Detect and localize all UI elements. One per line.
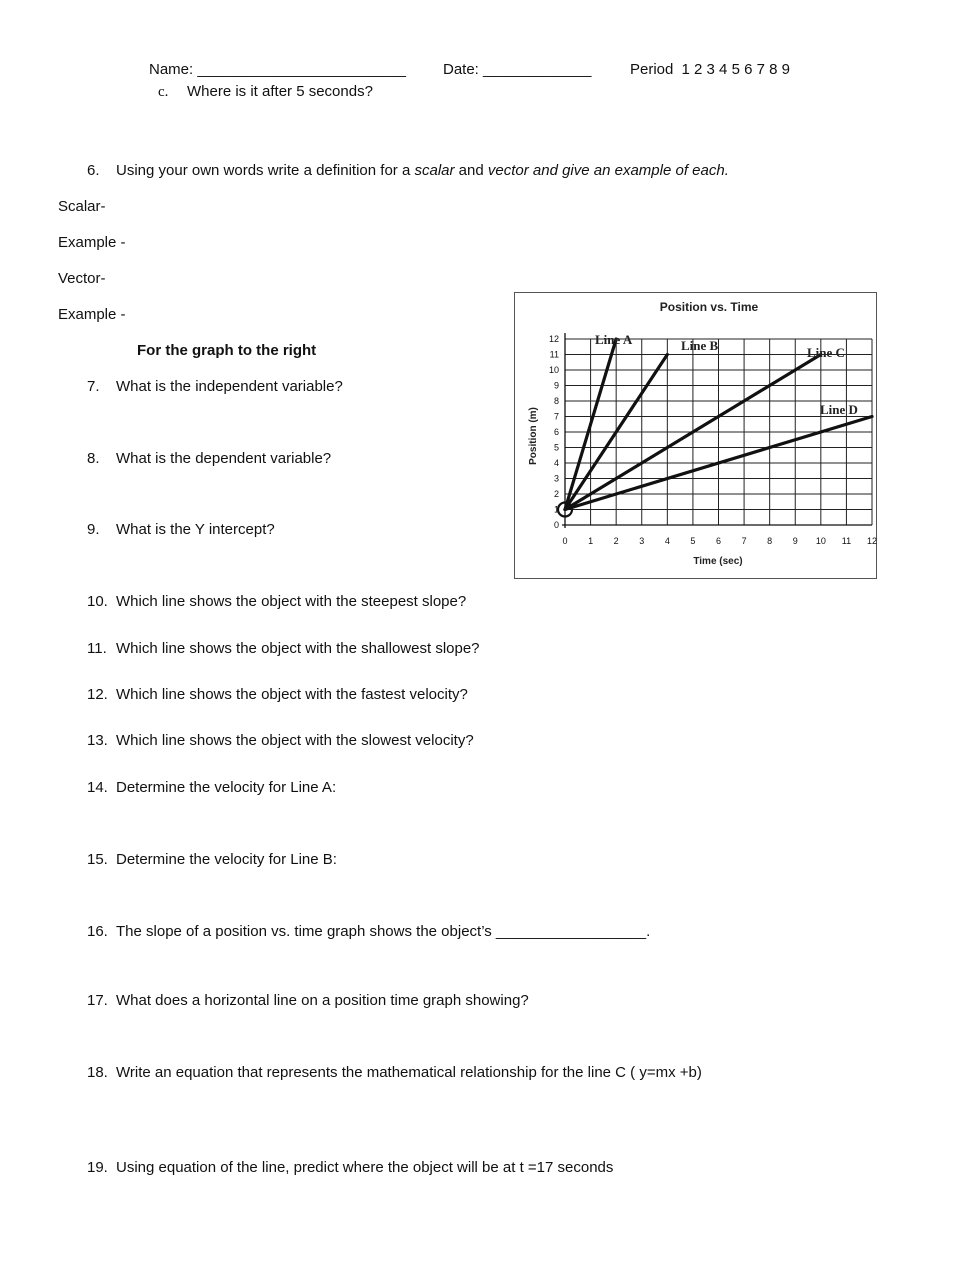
question-6 bbox=[87, 162, 729, 179]
example-prompt-2: Example - bbox=[58, 306, 126, 323]
x-tick-label: 10 bbox=[815, 536, 826, 546]
question-number: 15. bbox=[87, 851, 108, 868]
y-tick-label: 12 bbox=[548, 334, 559, 344]
question-5c bbox=[158, 83, 373, 101]
y-tick-label: 5 bbox=[553, 442, 559, 453]
x-tick-label: 11 bbox=[841, 536, 852, 546]
x-tick-label: 2 bbox=[613, 536, 619, 546]
name-label: Name: bbox=[149, 61, 194, 78]
question-9 bbox=[87, 521, 275, 538]
question-text: Which line shows the object with the fastest velocity? bbox=[116, 686, 468, 703]
question-text: Write an equation that represents the mathematical relationship for the line C ( y=mx +b) bbox=[116, 1064, 702, 1081]
date-label: Date: bbox=[443, 61, 479, 78]
x-tick-label: 3 bbox=[639, 536, 645, 546]
question-text-and: and bbox=[454, 162, 488, 179]
question-text: Which line shows the object with the shallowest slope? bbox=[116, 640, 480, 657]
question-number: 11. bbox=[87, 640, 107, 657]
question-text: Using equation of the line, predict where the object will be at t =17 seconds bbox=[116, 1159, 614, 1176]
x-tick-label: 1 bbox=[588, 536, 594, 546]
question-number: 18. bbox=[87, 1064, 108, 1081]
question-number: 6. bbox=[87, 162, 100, 179]
x-tick-label: 0 bbox=[562, 536, 568, 546]
graph-heading: For the graph to the right bbox=[137, 342, 317, 359]
question-number: 17. bbox=[87, 992, 108, 1009]
question-13 bbox=[87, 732, 474, 749]
question-12 bbox=[87, 686, 468, 703]
x-tick-label: 6 bbox=[715, 536, 722, 546]
question-text: Which line shows the object with the steepest slope? bbox=[116, 593, 467, 610]
question-text: Which line shows the object with the slowest velocity? bbox=[116, 732, 474, 749]
question-18 bbox=[87, 1064, 702, 1081]
name-field[interactable] bbox=[149, 61, 406, 78]
y-tick-label: 10 bbox=[548, 365, 559, 375]
y-tick-label: 9 bbox=[553, 380, 559, 391]
x-tick-label: 4 bbox=[664, 536, 670, 546]
question-text-a: Using your own words write a definition for a bbox=[116, 162, 415, 179]
question-14 bbox=[87, 779, 336, 796]
x-tick-label: 9 bbox=[792, 536, 798, 546]
question-number: 12. bbox=[87, 686, 108, 703]
x-tick-label: 8 bbox=[767, 536, 773, 546]
question-text: Where is it after 5 seconds? bbox=[187, 83, 373, 100]
question-11 bbox=[87, 640, 480, 657]
question-number: 14. bbox=[87, 779, 108, 796]
date-field[interactable] bbox=[443, 61, 591, 78]
y-tick-label: 0 bbox=[553, 520, 559, 530]
period-label: Period bbox=[630, 61, 674, 78]
date-blank[interactable]: _____________ bbox=[483, 61, 592, 78]
y-tick-label: 1 bbox=[553, 504, 559, 515]
question-17 bbox=[87, 992, 529, 1009]
question-number: 8. bbox=[87, 450, 100, 467]
question-19 bbox=[87, 1159, 613, 1176]
question-text: Determine the velocity for Line A: bbox=[116, 779, 337, 796]
y-tick-label: 11 bbox=[549, 349, 559, 360]
question-number: 16. bbox=[87, 923, 108, 940]
question-text-b: vector and give an example of each. bbox=[487, 162, 729, 179]
question-text: Determine the velocity for Line B: bbox=[116, 851, 337, 868]
question-8 bbox=[87, 450, 331, 467]
question-text: The slope of a position vs. time graph shows the object’s __________________. bbox=[116, 923, 651, 940]
chart-svg bbox=[515, 293, 876, 578]
y-tick-label: 7 bbox=[553, 411, 559, 422]
x-tick-label: 7 bbox=[741, 536, 747, 546]
series-label-line-c: Line C bbox=[807, 345, 845, 360]
question-text: What does a horizontal line on a position time graph showing? bbox=[116, 992, 529, 1009]
example-prompt-1: Example - bbox=[58, 234, 126, 251]
vector-prompt: Vector- bbox=[58, 270, 106, 287]
question-text: What is the Y intercept? bbox=[116, 521, 275, 538]
question-7 bbox=[87, 378, 343, 395]
question-text-scalar: scalar bbox=[414, 162, 455, 179]
question-10 bbox=[87, 593, 466, 610]
question-16 bbox=[87, 923, 650, 940]
question-number: 9. bbox=[87, 521, 100, 538]
series-label-line-d: Line D bbox=[820, 402, 858, 417]
question-number: 7. bbox=[87, 378, 100, 395]
period-options: 1 2 3 4 5 6 7 8 9 bbox=[681, 61, 790, 78]
y-tick-label: 8 bbox=[553, 396, 559, 406]
chart-series bbox=[558, 339, 872, 517]
y-axis-label: Position (m) bbox=[528, 407, 539, 465]
series-label-line-a: Line A bbox=[595, 332, 633, 347]
y-tick-label: 6 bbox=[553, 427, 559, 437]
y-tick-label: 2 bbox=[553, 489, 559, 499]
chart-title: Position vs. Time bbox=[659, 300, 759, 314]
name-blank[interactable]: _________________________ bbox=[197, 61, 406, 78]
y-tick-label: 3 bbox=[553, 473, 559, 484]
question-text: What is the independent variable? bbox=[116, 378, 343, 395]
question-number: 19. bbox=[87, 1159, 108, 1176]
y-tick-label: 4 bbox=[553, 458, 559, 468]
question-text: What is the dependent variable? bbox=[116, 450, 332, 467]
x-axis-label: Time (sec) bbox=[693, 556, 743, 567]
question-letter: c. bbox=[158, 84, 169, 100]
scalar-prompt: Scalar- bbox=[58, 198, 106, 215]
x-tick-label: 5 bbox=[690, 536, 696, 546]
position-time-chart bbox=[514, 292, 877, 579]
question-number: 13. bbox=[87, 732, 108, 749]
period-field bbox=[630, 61, 790, 78]
x-tick-label: 12 bbox=[866, 536, 878, 546]
chart-ticks bbox=[549, 334, 877, 546]
series-label-line-b: Line B bbox=[681, 338, 719, 353]
question-15 bbox=[87, 851, 337, 868]
question-number: 10. bbox=[87, 593, 108, 610]
